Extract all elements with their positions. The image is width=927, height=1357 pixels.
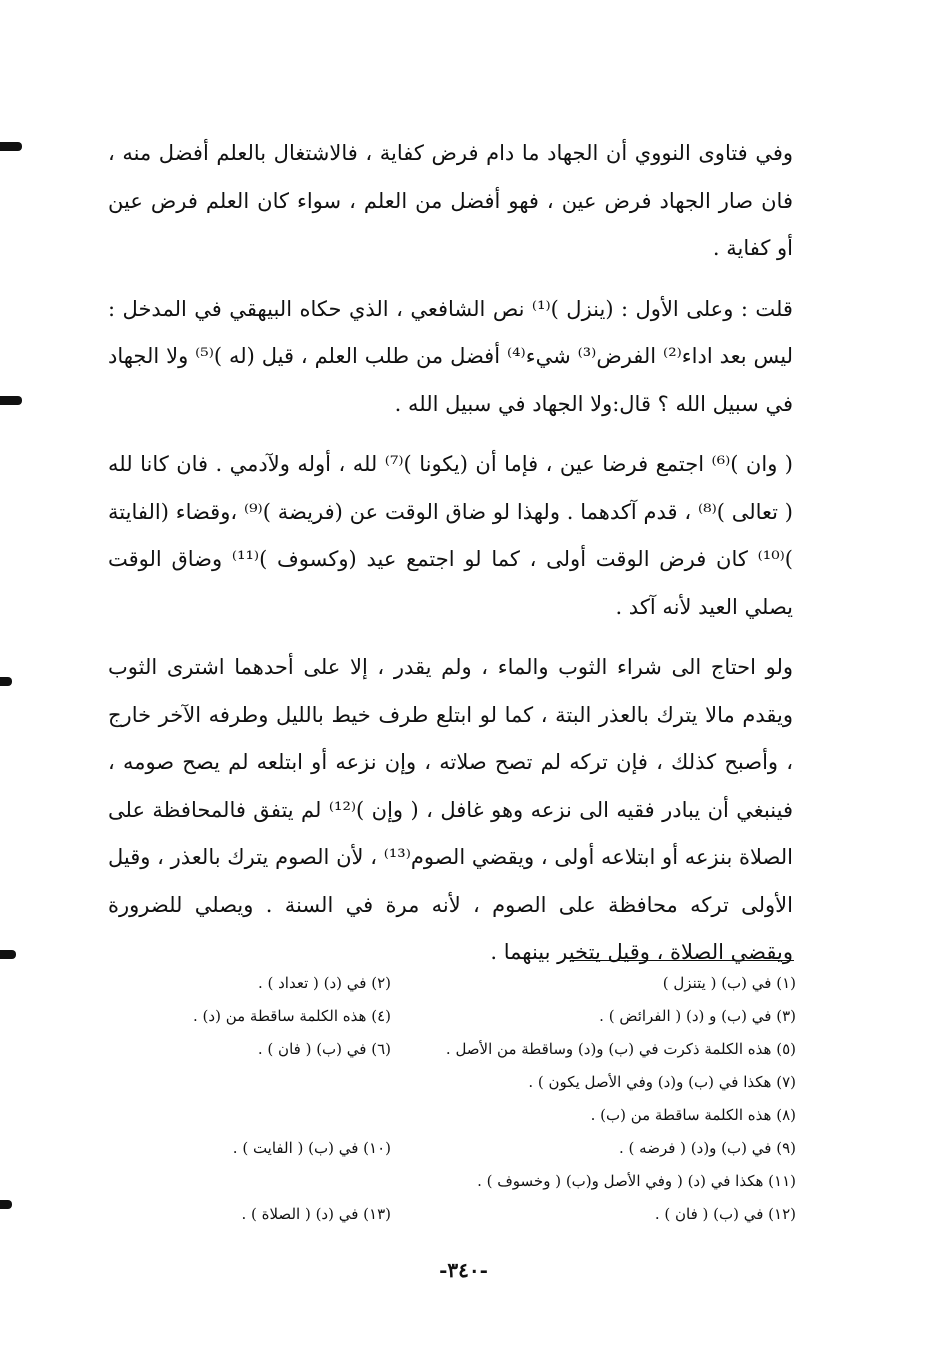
paragraph: وفي فتاوى النووي أن الجهاد ما دام فرض كفاية ، فالاشتغال بالعلم أفضل منه ، فان صار الجهاد فرض عين ، فهو أفضل من العلم ، سواء كان العلم فرض عين أو كفاية . (108, 141, 793, 260)
footnote-divider (570, 960, 794, 961)
footnote-row (150, 1197, 796, 1230)
footnote: (١) في (ب) ( يتنزل ) (662, 973, 796, 992)
footnote-row (150, 1065, 796, 1098)
paragraph: ( وان )⁽⁶⁾ اجتمع فرضا عين ، فإما أن (يكونا )⁽⁷⁾ لله ، أوله ولآدمي . فان كانا لله ( تعالى )⁽⁸⁾ ، قدم آكدهما . ولهذا لو ضاق الوقت عن (فريضة )⁽⁹⁾ ،وقضاء (الفايتة )⁽¹⁰⁾ كان فرض الوقت أولى ، كما لو اجتمع عيد (وكسوف )⁽¹¹⁾ وضاق الوقت يصلي العيد لأنه آكد . (108, 452, 793, 619)
footnote-row (150, 1098, 796, 1131)
footnote: (٢) في (د) ( تعداد ) . (257, 973, 391, 992)
main-text (108, 130, 793, 990)
paragraph: قلت : وعلى الأول : (ينزل )⁽¹⁾ نص الشافعي ، الذي حكاه البيهقي في المدخل : ليس بعد اداء⁽²⁾ الفرض⁽³⁾ شيء⁽⁴⁾ أفضل من طلب العلم ، قيل (له )⁽⁵⁾ ولا الجهاد في سبيل الله ؟ قال:ولا الجهاد في سبيل الله . (108, 296, 793, 416)
footnote: (٧) هكذا في (ب) و(د) وفي الأصل يكون ) . (528, 1072, 796, 1091)
footnote: (٩) في (ب) و(د) ( فرضه ) . (619, 1138, 796, 1157)
footnote-row (150, 966, 796, 999)
page-number: -٣٤٠- (439, 1258, 488, 1282)
paragraph: ولو احتاج الى شراء الثوب والماء ، ولم يقدر ، إلا على أحدهما اشترى الثوب ويقدم مالا يترك بالعذر البتة ، كما لو ابتلع طرف خيط بالليل وطرفه الآخر خارج ، وأصبح كذلك ، فإن تركه لم تصح صلاته ، وإن نزعه أو ابتلعه لم يصح صومه ، فينبغي أن يبادر فقيه الى نزعه وهو غافل ، ( وإن )⁽¹²⁾ لم يتفق فالمحافظة على الصلاة بنزعه أو ابتلاعه أولى ، ويقضي الصوم⁽¹³⁾ ، لأن الصوم يترك بالعذر ، وقيل الأولى تركه محافظة على الصوم ، لأنه مرة في السنة . ويصلي للضرورة ويقضي الصلاة ، وقيل يتخير بينهما . (108, 655, 794, 964)
footnote: (١٢) في (ب) ( فان ) . (654, 1204, 796, 1223)
margin-mark (0, 677, 12, 686)
footnote-row (150, 999, 796, 1032)
footnote-row (150, 1164, 796, 1197)
footnote-row (150, 1032, 796, 1065)
footnote: (١١) هكذا في (د) ( وفي الأصل و(ب) ( وخسوف ) . (477, 1171, 796, 1190)
footnote-row (150, 1131, 796, 1164)
margin-mark (0, 142, 22, 151)
footnote: (٤) هذه الكلمة ساقطة من (د) . (193, 1006, 391, 1025)
footnote: (١٣) في (د) ( الصلاة ) . (241, 1204, 391, 1223)
footnote: (٣) في (ب) و (د) ( الفرائض ) . (599, 1006, 796, 1025)
footnote: (١٠) في (ب) ( الفايت ) . (232, 1138, 391, 1157)
footnotes (150, 966, 796, 1230)
margin-mark (0, 1200, 12, 1209)
footnote: (٥) هذه الكلمة ذكرت في (ب) و(د) وساقطة من الأصل . (445, 1039, 796, 1058)
footnote: (٨) هذه الكلمة ساقطة من (ب) . (590, 1105, 796, 1124)
margin-mark (0, 950, 16, 959)
footnote: (٦) في (ب) ( فان ) . (257, 1039, 391, 1058)
margin-mark (0, 396, 22, 405)
